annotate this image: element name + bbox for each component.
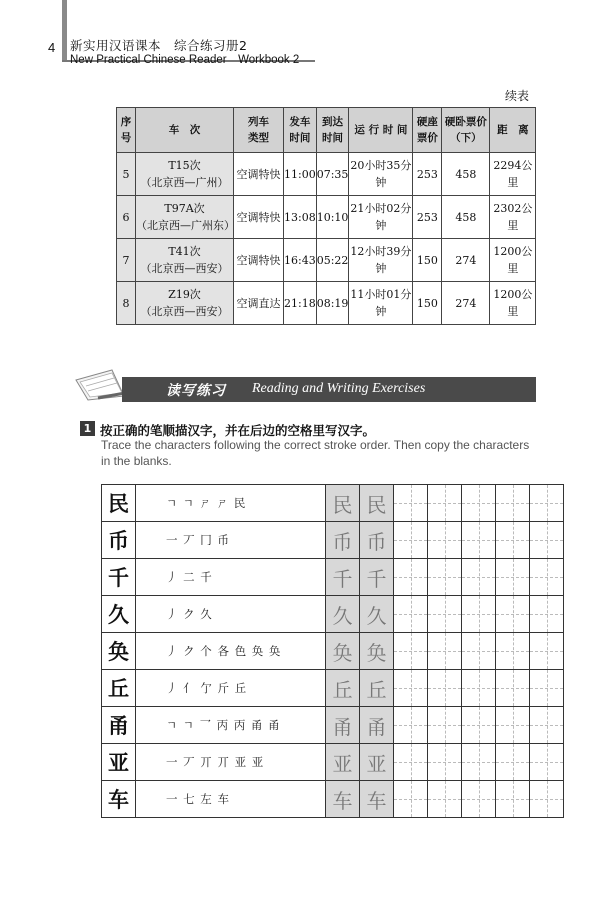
model-character: 车: [102, 781, 136, 818]
trace-character: 民: [360, 485, 394, 522]
cell-train-route: [136, 239, 234, 282]
practice-cell[interactable]: [496, 522, 530, 559]
cell-route: （北京西—西安）: [140, 305, 229, 318]
trace-character: 甬: [326, 707, 360, 744]
cell-type: 空调直达: [234, 282, 284, 325]
practice-cell[interactable]: [530, 633, 564, 670]
cell-duration: 11小时01分钟: [349, 282, 413, 325]
book-title-en: New Practical Chinese Reader Workbook 2: [70, 54, 300, 66]
model-character: 民: [102, 485, 136, 522]
cell-route: （北京西—广州）: [140, 176, 229, 189]
trace-character: 币: [360, 522, 394, 559]
stroke-order: 丿 亻 亇 斤 丘: [136, 670, 326, 707]
cell-train: T41次: [168, 245, 201, 258]
cell-sleeper: 274: [442, 282, 490, 325]
practice-cell[interactable]: [496, 744, 530, 781]
section-title-cn: 读写练习: [166, 383, 226, 399]
trace-character: 币: [326, 522, 360, 559]
cell-no: 5: [117, 153, 136, 196]
trace-character: 久: [326, 596, 360, 633]
grid-row: [102, 522, 564, 559]
practice-cell[interactable]: [394, 559, 428, 596]
practice-cell[interactable]: [462, 559, 496, 596]
cell-no: 8: [117, 282, 136, 325]
practice-cell[interactable]: [462, 522, 496, 559]
trace-character: 甬: [360, 707, 394, 744]
column-header: [490, 108, 536, 153]
grid-row: [102, 596, 564, 633]
practice-cell[interactable]: [428, 781, 462, 818]
table-row: [117, 153, 536, 196]
practice-cell[interactable]: [394, 522, 428, 559]
practice-cell[interactable]: [530, 559, 564, 596]
practice-cell[interactable]: [530, 670, 564, 707]
trace-character: 丘: [326, 670, 360, 707]
cell-train: Z19次: [168, 288, 201, 301]
column-header-line: 时间: [289, 132, 311, 144]
practice-cell[interactable]: [428, 707, 462, 744]
stroke-order: 一 丆 丌 丌 亚 亚: [136, 744, 326, 781]
cell-depart: 16:43: [284, 239, 317, 282]
grid-row: [102, 485, 564, 522]
column-header-line: 列车: [248, 116, 269, 128]
trace-character: 千: [360, 559, 394, 596]
practice-cell[interactable]: [496, 596, 530, 633]
column-header: [284, 108, 317, 153]
practice-cell[interactable]: [496, 633, 530, 670]
cell-seat: 150: [413, 239, 442, 282]
cell-arrive: 05:22: [316, 239, 349, 282]
table-row: [117, 239, 536, 282]
trace-character: 亚: [360, 744, 394, 781]
column-header-line: 硬座: [416, 116, 438, 128]
cell-arrive: 07:35: [316, 153, 349, 196]
model-character: 丘: [102, 670, 136, 707]
trace-character: 奂: [326, 633, 360, 670]
practice-cell[interactable]: [530, 522, 564, 559]
cell-distance: 1200公里: [490, 282, 536, 325]
model-character: 奂: [102, 633, 136, 670]
stroke-order: 一 丆 冂 币: [136, 522, 326, 559]
cell-train: T97A次: [164, 202, 205, 215]
trace-character: 车: [326, 781, 360, 818]
practice-cell[interactable]: [428, 596, 462, 633]
practice-cell[interactable]: [428, 522, 462, 559]
practice-cell[interactable]: [530, 744, 564, 781]
cell-arrive: 08:19: [316, 282, 349, 325]
trace-character: 车: [360, 781, 394, 818]
column-header-line: 发车: [289, 116, 311, 128]
cell-distance: 1200公里: [490, 239, 536, 282]
cell-type: 空调特快: [234, 239, 284, 282]
cell-duration: 20小时35分钟: [349, 153, 413, 196]
cell-type: 空调特快: [234, 196, 284, 239]
exercise-instruction-en: Trace the characters following the correct stroke order. Then copy the characters in the blanks.: [101, 438, 530, 468]
cell-sleeper: 458: [442, 196, 490, 239]
stroke-order: ㄱ ㄱ 乛 丙 丙 甬 甬: [136, 707, 326, 744]
model-character: 千: [102, 559, 136, 596]
practice-cell[interactable]: [394, 744, 428, 781]
practice-cell[interactable]: [462, 596, 496, 633]
cell-seat: 253: [413, 196, 442, 239]
column-header-line: 类型: [248, 132, 269, 144]
column-header-line: 票价: [416, 132, 438, 144]
cell-train-route: [136, 282, 234, 325]
practice-cell[interactable]: [462, 633, 496, 670]
column-header-line: （下）: [450, 132, 482, 144]
cell-distance: 2294公里: [490, 153, 536, 196]
practice-cell[interactable]: [530, 596, 564, 633]
cell-depart: 13:08: [284, 196, 317, 239]
practice-cell[interactable]: [394, 633, 428, 670]
cell-depart: 11:00: [284, 153, 317, 196]
section-title-en: Reading and Writing Exercises: [252, 381, 426, 396]
column-header: [349, 108, 413, 153]
grid-row: [102, 744, 564, 781]
practice-cell[interactable]: [428, 633, 462, 670]
grid-row: [102, 633, 564, 670]
practice-cell[interactable]: [428, 485, 462, 522]
cell-depart: 21:18: [284, 282, 317, 325]
practice-cell[interactable]: [462, 744, 496, 781]
practice-cell[interactable]: [428, 559, 462, 596]
trace-character: 亚: [326, 744, 360, 781]
stroke-order: 丿 二 千: [136, 559, 326, 596]
cell-no: 7: [117, 239, 136, 282]
trace-character: 奂: [360, 633, 394, 670]
cell-type: 空调特快: [234, 153, 284, 196]
column-header-line: 到达: [322, 116, 344, 128]
cell-train-route: [136, 196, 234, 239]
practice-cell[interactable]: [496, 559, 530, 596]
trace-character: 民: [326, 485, 360, 522]
practice-cell[interactable]: [394, 485, 428, 522]
header-bar: [62, 0, 67, 60]
cell-route: （北京西—西安）: [140, 262, 229, 275]
stroke-order: 一 七 左 车: [136, 781, 326, 818]
practice-cell[interactable]: [394, 781, 428, 818]
column-header: [316, 108, 349, 153]
practice-cell[interactable]: [428, 670, 462, 707]
stroke-order: 丿 ク 久: [136, 596, 326, 633]
practice-cell[interactable]: [530, 485, 564, 522]
cell-duration: 21小时02分钟: [349, 196, 413, 239]
practice-cell[interactable]: [496, 670, 530, 707]
train-timetable: [116, 107, 536, 325]
column-header-line: 序: [120, 116, 132, 128]
writing-grid: [101, 484, 564, 818]
cell-no: 6: [117, 196, 136, 239]
practice-cell[interactable]: [530, 707, 564, 744]
column-header: [442, 108, 490, 153]
trace-character: 久: [360, 596, 394, 633]
model-character: 甬: [102, 707, 136, 744]
exercise-instruction-cn: 按正确的笔顺描汉字，并在后边的空格里写汉字。: [100, 423, 376, 438]
column-header: [413, 108, 442, 153]
continued-label: 续表: [505, 89, 530, 103]
stroke-order: ㄱ ㄱ ㄕ ㄕ 民: [136, 485, 326, 522]
cell-seat: 253: [413, 153, 442, 196]
grid-row: [102, 559, 564, 596]
cell-sleeper: 274: [442, 239, 490, 282]
exercise-number: 1: [80, 421, 95, 436]
cell-train: T15次: [168, 159, 201, 172]
column-header-line: 号: [120, 132, 132, 144]
cell-seat: 150: [413, 282, 442, 325]
model-character: 币: [102, 522, 136, 559]
stroke-order: 丿 ク 个 各 色 奂 奂: [136, 633, 326, 670]
practice-cell[interactable]: [394, 707, 428, 744]
page-number: 4: [48, 40, 56, 55]
model-character: 久: [102, 596, 136, 633]
table-header-row: [117, 108, 536, 153]
model-character: 亚: [102, 744, 136, 781]
table-row: [117, 282, 536, 325]
cell-train-route: [136, 153, 234, 196]
column-header: [117, 108, 136, 153]
practice-cell[interactable]: [462, 781, 496, 818]
practice-cell[interactable]: [462, 670, 496, 707]
cell-route: （北京西—广州东）: [136, 219, 235, 232]
column-header: [136, 108, 234, 153]
column-header-line: 硬卧票价: [444, 116, 487, 128]
practice-cell[interactable]: [496, 707, 530, 744]
column-header: [234, 108, 284, 153]
cell-duration: 12小时39分钟: [349, 239, 413, 282]
grid-row: [102, 781, 564, 818]
practice-cell[interactable]: [462, 707, 496, 744]
grid-row: [102, 670, 564, 707]
practice-cell[interactable]: [394, 670, 428, 707]
cell-distance: 2302公里: [490, 196, 536, 239]
practice-cell[interactable]: [530, 781, 564, 818]
cell-arrive: 10:10: [316, 196, 349, 239]
column-header-line: 距 离: [497, 124, 529, 136]
table-row: [117, 196, 536, 239]
cell-sleeper: 458: [442, 153, 490, 196]
trace-character: 千: [326, 559, 360, 596]
column-header-line: 运 行 时 间: [354, 124, 408, 136]
grid-row: [102, 707, 564, 744]
column-header-line: 车 次: [168, 124, 201, 136]
practice-cell[interactable]: [428, 744, 462, 781]
book-title-cn: 新实用汉语课本 综合练习册2: [70, 38, 248, 53]
practice-cell[interactable]: [496, 781, 530, 818]
practice-cell[interactable]: [462, 485, 496, 522]
practice-cell[interactable]: [496, 485, 530, 522]
column-header-line: 时间: [322, 132, 344, 144]
practice-cell[interactable]: [394, 596, 428, 633]
trace-character: 丘: [360, 670, 394, 707]
